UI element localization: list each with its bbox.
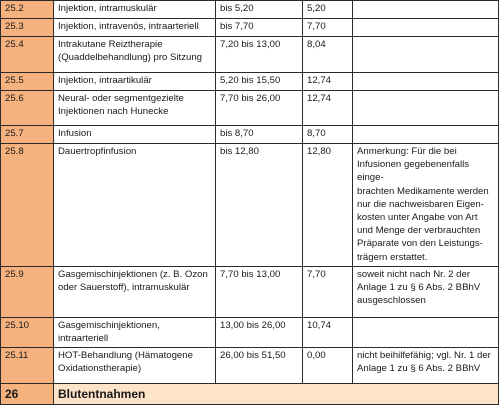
item-number: 25.6	[1, 91, 54, 126]
note-line: nur die nachweisbaren Eigen-	[357, 198, 484, 210]
item-description: Gasgemischinjektionen, intraarteriell	[54, 317, 216, 347]
table-row	[1, 144, 499, 267]
item-number: 25.9	[1, 266, 54, 317]
note-line: kosten unter Angabe von Art	[357, 212, 478, 224]
item-number: 25.5	[1, 73, 54, 91]
table-row	[1, 126, 499, 144]
table-row	[1, 317, 499, 347]
table-row	[1, 73, 499, 91]
fee-range: 13,00 bis 26,00	[216, 317, 303, 347]
note-line: Anmerkung: Für die bei	[357, 146, 457, 157]
item-description: Gasgemischinjektionen (z. B. Ozon oder Sauerstoff), intramuskulär	[54, 266, 216, 317]
item-description: Infusion	[54, 126, 216, 144]
fee-amount: 8,70	[303, 126, 353, 144]
section-title: Blutentnahmen	[54, 384, 499, 405]
note-line: Präparate von den Leistungs-	[357, 238, 483, 250]
fee-amount: 12,80	[303, 144, 353, 267]
item-note	[353, 37, 499, 73]
item-note	[353, 19, 499, 37]
item-note	[353, 73, 499, 91]
item-note	[353, 126, 499, 144]
fee-amount: 8,04	[303, 37, 353, 73]
fee-amount: 10,74	[303, 317, 353, 347]
note-line: trägern erstattet.	[357, 251, 428, 263]
item-number: 25.10	[1, 317, 54, 347]
fee-range: bis 8,70	[216, 126, 303, 144]
item-description: Injektion, intraartikulär	[54, 73, 216, 91]
section-header-row	[1, 384, 499, 405]
fee-range: 7,70 bis 26,00	[216, 91, 303, 126]
fee-amount: 5,20	[303, 1, 353, 19]
item-note: nicht beihilfefähig; vgl. Nr. 1 der Anlage 1 zu § 6 Abs. 2 BBhV	[353, 348, 499, 384]
item-number: 25.2	[1, 1, 54, 19]
fee-range: 5,20 bis 15,50	[216, 73, 303, 91]
item-note	[353, 91, 499, 126]
item-note	[353, 317, 499, 347]
item-note: soweit nicht nach Nr. 2 der Anlage 1 zu § 6 Abs. 2 BBhV ausgeschlossen	[353, 266, 499, 317]
fee-range: 7,70 bis 13,00	[216, 266, 303, 317]
fee-amount: 12,74	[303, 73, 353, 91]
item-number: 25.11	[1, 348, 54, 384]
table-row	[1, 266, 499, 317]
fee-range: bis 7,70	[216, 19, 303, 37]
table-row	[1, 91, 499, 126]
note-line: brachten Medikamente werden	[357, 185, 489, 197]
table-row	[1, 1, 499, 19]
item-description: Neural- oder segmentgezielte Injektionen nach Hunecke	[54, 91, 216, 126]
fee-amount: 12,74	[303, 91, 353, 126]
item-note	[353, 144, 499, 267]
item-description: Injektion, intravenös, intraarteriell	[54, 19, 216, 37]
section-number: 26	[1, 384, 54, 405]
note-line: Infusionen gegebenenfalls einge-	[357, 159, 470, 184]
fee-range: bis 12,80	[216, 144, 303, 267]
item-number: 25.4	[1, 37, 54, 73]
item-description: Dauertropfinfusion	[54, 144, 216, 267]
fee-range: bis 5,20	[216, 1, 303, 19]
item-description: Intrakutane Reiztherapie (Quaddelbehandlung) pro Sitzung	[54, 37, 216, 73]
item-description: HOT-Behandlung (Hämatogene Oxidationstherapie)	[54, 348, 216, 384]
item-note	[353, 1, 499, 19]
table-row	[1, 37, 499, 73]
table-row	[1, 19, 499, 37]
item-number: 25.8	[1, 144, 54, 267]
note-line: und Menge der verbrauchten	[357, 225, 481, 237]
fee-range: 7,20 bis 13,00	[216, 37, 303, 73]
table-row	[1, 348, 499, 384]
fee-amount: 7,70	[303, 19, 353, 37]
fee-amount: 0,00	[303, 348, 353, 384]
fee-amount: 7,70	[303, 266, 353, 317]
item-number: 25.7	[1, 126, 54, 144]
item-description: Injektion, intramuskulär	[54, 1, 216, 19]
item-number: 25.3	[1, 19, 54, 37]
fee-range: 26,00 bis 51,50	[216, 348, 303, 384]
